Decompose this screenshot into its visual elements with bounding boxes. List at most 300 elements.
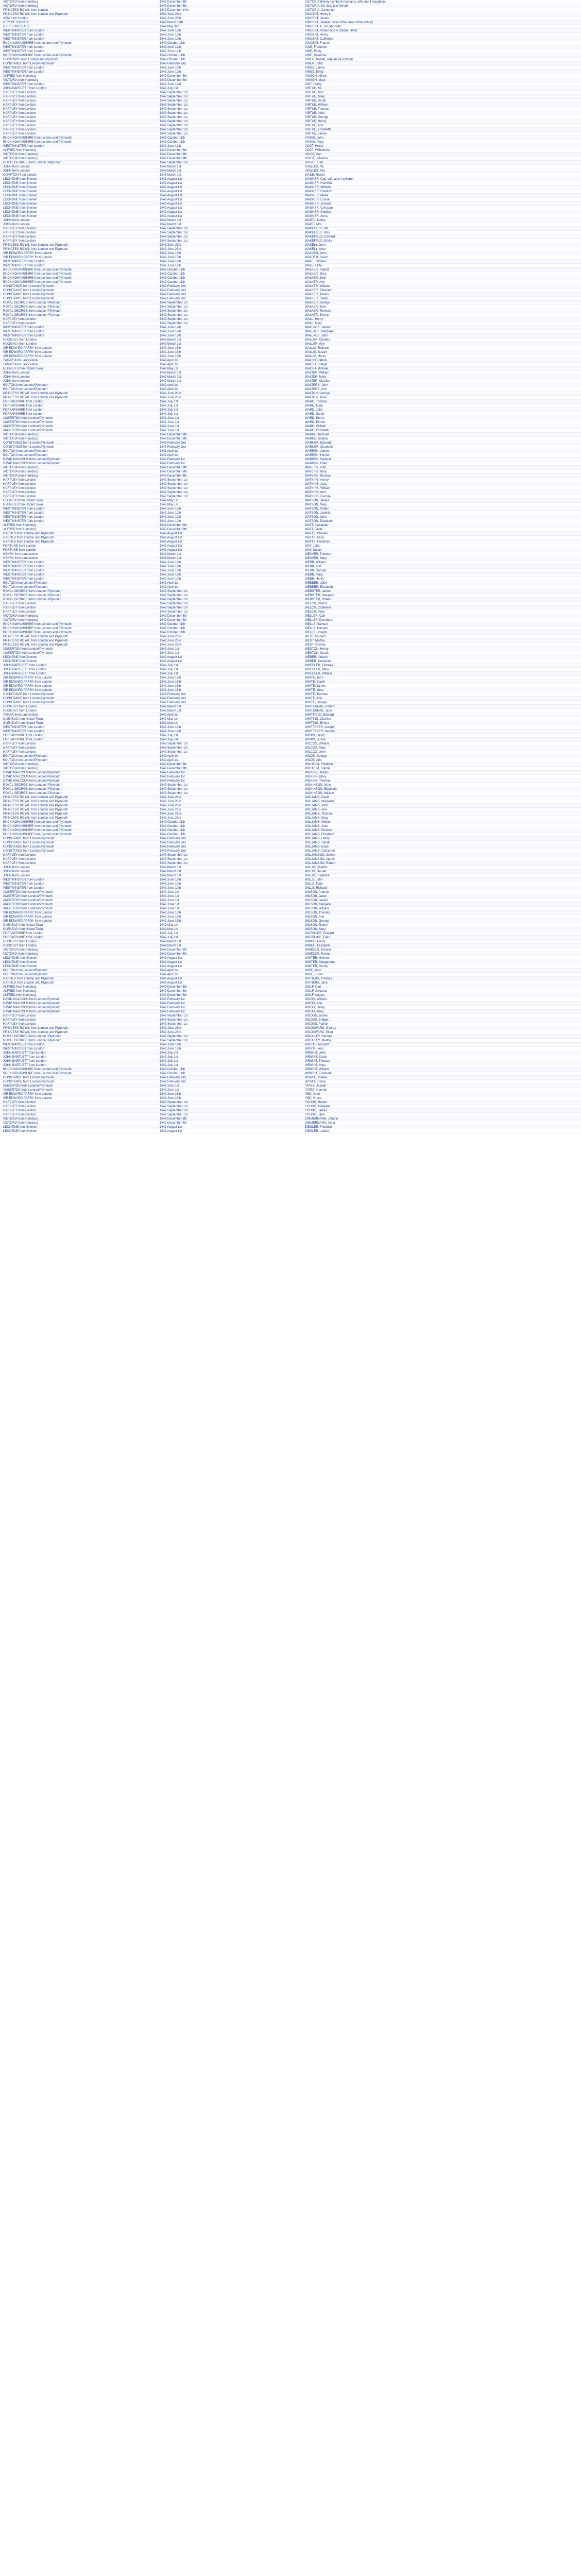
- record-row: [0, 523, 581, 528]
- passenger-name-cell: VOWLES, Mrs.: [305, 169, 326, 173]
- passenger-name-cell: WADE, Robert: [305, 173, 326, 177]
- ship-cell: FORFARSHIRE from London: [3, 738, 44, 741]
- arrival-date-cell: 1849 September 1st: [160, 321, 188, 325]
- passenger-name-cell: VINCENT, James: [305, 16, 329, 20]
- record-row: [0, 1113, 581, 1117]
- passenger-name-cell: WAITE, James: [305, 218, 326, 222]
- arrival-date-cell: 1849 June 12th: [160, 326, 181, 329]
- passenger-name-cell: WILLS, Mary: [305, 882, 323, 886]
- passenger-name-cell: WATERS, Thomas: [305, 474, 331, 478]
- ship-cell: WESTMINSTER from London: [3, 565, 44, 568]
- passenger-name-cell: VINCENT, Francis: [305, 41, 330, 45]
- record-row: [0, 1076, 581, 1080]
- arrival-date-cell: 1849 September 1st: [160, 91, 188, 94]
- passenger-name-cell: WEBB, William: [305, 561, 326, 564]
- passenger-name-cell: WAKEFIELD, Emily: [305, 239, 332, 243]
- arrival-date-cell: 1849 September 1st: [160, 1109, 188, 1112]
- record-row: [0, 280, 581, 284]
- arrival-date-cell: 1849 February 2nd: [160, 1080, 186, 1083]
- passenger-name-cell: WHITTAKER, Hannah: [305, 730, 336, 733]
- arrival-date-cell: 1849 September 1st: [160, 791, 188, 795]
- record-row: [0, 899, 581, 903]
- passenger-name-cell: WHITEHEAD, Jane: [305, 709, 332, 713]
- arrival-date-cell: 1849 July 1st: [160, 1059, 178, 1063]
- passenger-name-cell: WILLIAMS, William: [305, 820, 332, 824]
- arrival-date-cell: 1849 July 1st: [160, 412, 178, 416]
- passenger-name-cell: WOODS, Patrick: [305, 1022, 329, 1026]
- passenger-name-cell: WALSH, Bridget: [305, 363, 328, 366]
- record-row: [0, 1105, 581, 1109]
- ship-cell: HARPLEY from London: [3, 120, 36, 123]
- record-row: [0, 787, 581, 791]
- record-row: [0, 62, 581, 66]
- arrival-date-cell: 1849 September 1st: [160, 742, 188, 745]
- ship-cell: JOHN from London: [3, 371, 30, 375]
- arrival-date-cell: 1849 October 11th: [160, 54, 185, 57]
- passenger-name-cell: WILSON, Ann: [305, 915, 324, 919]
- record-row: [0, 227, 581, 231]
- passenger-name-cell: WAGNER, Wilhelm: [305, 185, 332, 189]
- passenger-name-cell: WATSON, Isabella: [305, 511, 331, 515]
- arrival-date-cell: 1849 October 11th: [160, 280, 185, 284]
- passenger-name-cell: ZIEGLER, Friedrich: [305, 1125, 332, 1129]
- ship-cell: HARPLEY from London: [3, 750, 36, 754]
- ship-cell: WESTMINSTER from London: [3, 29, 44, 32]
- passenger-name-cell: WHITFIELD, Edward: [305, 713, 334, 717]
- record-row: [0, 618, 581, 622]
- record-row: [0, 482, 581, 486]
- passenger-name-cell: VOIGT, Johanna: [305, 157, 328, 160]
- passenger-name-cell: YEO, Grace: [305, 1096, 322, 1100]
- ship-cell: DAVID MALCOLM from London/Plymouth: [3, 1006, 61, 1009]
- passenger-name-cell: WHEELER, Thomas: [305, 664, 333, 667]
- record-row: [0, 214, 581, 218]
- record-row: [0, 375, 581, 379]
- arrival-date-cell: 1849 December 8th: [160, 948, 187, 952]
- arrival-date-cell: 1849 June 23rd: [160, 396, 181, 399]
- arrival-date-cell: 1849 June 15th: [160, 676, 181, 680]
- passenger-name-cell: VINCENT, Catherine: [305, 37, 334, 41]
- arrival-date-cell: 1849 September 1st: [160, 594, 188, 597]
- ship-cell: DAVID MALCOLM from London/Plymouth: [3, 775, 61, 778]
- ship-cell: TAMAR from Launceston: [3, 363, 38, 366]
- ship-cell: CONSTANCE from London/Plymouth: [3, 289, 55, 292]
- record-row: [0, 321, 581, 326]
- record-row: [0, 194, 581, 198]
- passenger-name-cell: WALDEN, John: [305, 251, 327, 255]
- ship-cell: CONSTANCE from London/Plymouth: [3, 841, 55, 844]
- ship-cell: DAVID MALCOLM from London/Plymouth: [3, 779, 61, 783]
- ship-cell: FORFARSHIRE from London: [3, 734, 44, 737]
- passenger-name-cell: VICTORIA (Henry Lambert) husband, wife and 4 daughters: [305, 0, 386, 4]
- arrival-date-cell: 1849 August 1st: [160, 540, 182, 544]
- record-row: [0, 297, 581, 301]
- record-row: [0, 622, 581, 626]
- passenger-name-cell: WALE, Thomas: [305, 260, 327, 263]
- arrival-date-cell: 1849 September 1st: [160, 313, 188, 317]
- record-row: [0, 140, 581, 144]
- arrival-date-cell: 1849 June 12th: [160, 511, 181, 515]
- record-row: [0, 849, 581, 853]
- passenger-name-cell: WALKER, Ann: [305, 280, 325, 284]
- passenger-name-cell: WELLS, Hannah: [305, 626, 328, 630]
- passenger-name-cell: WAKELY, John: [305, 243, 326, 247]
- passenger-name-cell: VINT, Henry: [305, 82, 322, 86]
- ship-cell: PRINCESS ROYAL from London: [3, 8, 48, 12]
- passenger-name-cell: WILLIAMS, Sarah: [305, 841, 330, 844]
- record-row: [0, 495, 581, 499]
- passenger-name-cell: WARREN, Ellen: [305, 462, 328, 465]
- passenger-name-cell: WALL, Mary: [305, 321, 322, 325]
- ship-cell: COMPTON from London: [3, 173, 37, 177]
- ship-cell: BUCKINGHAMSHIRE from London and Plymouth: [3, 824, 72, 828]
- arrival-date-cell: 1849 September 1st: [160, 853, 188, 857]
- record-row: [0, 845, 581, 849]
- passenger-name-cell: WILLIAMS, Ann: [305, 808, 327, 811]
- record-row: [0, 128, 581, 132]
- arrival-date-cell: 1849 May 1st: [160, 927, 179, 931]
- ship-cell: HARPLEY from London: [3, 857, 36, 861]
- record-row: [0, 396, 581, 400]
- record-row: [0, 350, 581, 354]
- ship-cell: ASIA from London: [3, 16, 28, 20]
- record-row: [0, 878, 581, 882]
- passenger-name-cell: WALLIS, Henry: [305, 354, 327, 358]
- ship-cell: WESTMINSTER from London: [3, 45, 44, 49]
- ship-cell: BUCKINGHAMSHIRE from London and Plymouth: [3, 140, 72, 144]
- arrival-date-cell: 1849 March 1st: [160, 705, 181, 708]
- record-row: [0, 614, 581, 618]
- passenger-name-cell: VIVIAN, John: [305, 136, 324, 140]
- arrival-date-cell: 1849 May 3rd: [160, 25, 179, 28]
- arrival-date-cell: 1849 June 1st: [160, 420, 179, 424]
- arrival-date-cell: 1849 August 1st: [160, 659, 182, 663]
- ship-cell: LEONTINE from Bremen: [3, 214, 38, 218]
- passenger-name-cell: WILDE, George: [305, 754, 327, 758]
- passenger-name-cell: WESTON, Sarah: [305, 651, 329, 655]
- passenger-name-cell: WARD, William: [305, 425, 326, 428]
- ship-cell: HAROLD from London and Plymouth: [3, 532, 54, 535]
- arrival-date-cell: 1849 September 1st: [160, 490, 188, 494]
- ship-cell: ALFRED from Hamburg: [3, 74, 36, 78]
- ship-cell: JOHN from London: [3, 165, 30, 168]
- record-row: [0, 363, 581, 367]
- arrival-date-cell: 1849 August 1st: [160, 185, 182, 189]
- record-row: [0, 680, 581, 684]
- record-row: [0, 289, 581, 293]
- passenger-name-cell: WELLS, Samuel: [305, 622, 328, 626]
- ship-cell: LEONTINE from Bremen: [3, 206, 38, 210]
- ship-cell: JOHN from London: [3, 223, 30, 226]
- record-row: [0, 449, 581, 453]
- arrival-date-cell: 1849 December 8th: [160, 614, 187, 618]
- record-row: [0, 33, 581, 37]
- ship-cell: BOLTON from London/Plymouth: [3, 758, 48, 762]
- ship-cell: HOOGHLY from London: [3, 944, 37, 947]
- passenger-name-cell: VOSPER, Mr.: [305, 161, 324, 164]
- record-row: [0, 4, 581, 8]
- record-row: [0, 511, 581, 515]
- record-row: [0, 1014, 581, 1018]
- arrival-date-cell: 1849 September 1st: [160, 161, 188, 164]
- record-row: [0, 981, 581, 985]
- record-row: [0, 169, 581, 173]
- passenger-name-cell: WELLER, Dorothea: [305, 618, 332, 622]
- arrival-date-cell: 1849 July 1st: [160, 734, 178, 737]
- passenger-name-cell: WALTER, William: [305, 371, 329, 375]
- arrival-date-cell: 1849 December 8th: [160, 762, 187, 766]
- record-row: [0, 416, 581, 420]
- ship-cell: ALFRED from Hamburg: [3, 148, 36, 152]
- arrival-date-cell: 1849 July 1st: [160, 87, 178, 90]
- ship-cell: HARPLEY from London: [3, 1105, 36, 1108]
- arrival-date-cell: 1849 August 1st: [160, 977, 182, 980]
- ship-cell: CONSTANCE from London/Plymouth: [3, 701, 55, 704]
- ship-cell: LEONTINE from Bremen: [3, 210, 38, 214]
- arrival-date-cell: 1849 August 1st: [160, 190, 182, 193]
- record-row: [0, 767, 581, 771]
- record-row: [0, 218, 581, 223]
- passenger-name-cell: WILLS, John: [305, 878, 323, 882]
- arrival-date-cell: 1849 April 1st: [160, 387, 179, 391]
- ship-cell: JOHN from London: [3, 870, 30, 873]
- arrival-date-cell: 1849 March 1st: [160, 223, 181, 226]
- arrival-date-cell: 1849 July 1st: [160, 408, 178, 412]
- passenger-name-cell: WALSH, Michael: [305, 367, 329, 370]
- arrival-date-cell: 1849 March 1st: [160, 218, 181, 222]
- ship-cell: VICTORIA from Hamburg: [3, 474, 38, 478]
- arrival-date-cell: 1849 May 1st: [160, 717, 179, 721]
- arrival-date-cell: 1849 September 1st: [160, 128, 188, 131]
- ship-cell: ALFRED from Hamburg: [3, 989, 36, 993]
- passenger-name-cell: WATERS, Mary: [305, 470, 327, 473]
- arrival-date-cell: 1849 September 1st: [160, 861, 188, 865]
- ship-cell: BUCKINGHAMSHIRE from London and Plymouth: [3, 631, 72, 634]
- passenger-name-cell: WILKINS, Mary: [305, 775, 327, 778]
- ship-cell: ROYAL GEORGE from London / Plymouth: [3, 783, 62, 787]
- record-row: [0, 202, 581, 206]
- ship-cell: TAMAR from Launceston: [3, 359, 38, 362]
- record-row: [0, 903, 581, 907]
- passenger-name-cell: WINCH, Henry: [305, 940, 326, 943]
- arrival-date-cell: 1849 May 1st: [160, 367, 179, 370]
- ship-cell: WESTMINSTER from London: [3, 515, 44, 519]
- passenger-name-cell: YEO, John: [305, 1092, 320, 1096]
- passenger-name-cell: WOOLLEY, Martha: [305, 1039, 331, 1042]
- arrival-date-cell: 1849 June 12th: [160, 561, 181, 564]
- arrival-date-cell: 1849 June 23rd: [160, 643, 181, 647]
- arrival-date-cell: 1849 April 1st: [160, 973, 179, 976]
- arrival-date-cell: 1849 September 1st: [160, 478, 188, 482]
- record-row: [0, 960, 581, 964]
- passenger-name-cell: WARD, Emma: [305, 420, 325, 424]
- record-row: [0, 330, 581, 334]
- passenger-name-cell: WAGNER, Heinrich: [305, 181, 332, 185]
- arrival-date-cell: 1849 October 11th: [160, 272, 185, 276]
- record-row: [0, 462, 581, 466]
- ship-cell: FORTUNE from London: [3, 548, 37, 552]
- record-row: [0, 251, 581, 256]
- arrival-date-cell: 1849 June 23rd: [160, 12, 181, 16]
- arrival-date-cell: 1849 September 1st: [160, 783, 188, 787]
- record-row: [0, 503, 581, 507]
- record-row: [0, 16, 581, 21]
- ship-cell: BOLTON from London/Plymouth: [3, 453, 48, 457]
- passenger-name-cell: WAGNER, Maria: [305, 194, 329, 197]
- ship-cell: WESTMINSTER from London: [3, 66, 44, 70]
- ship-cell: BOLTON from London/Plymouth: [3, 969, 48, 972]
- arrival-date-cell: 1849 February 2nd: [160, 441, 186, 445]
- arrival-date-cell: 1849 April 1st: [160, 713, 179, 717]
- record-row: [0, 25, 581, 29]
- record-row: [0, 989, 581, 993]
- ship-cell: HOOGHLY from London: [3, 342, 37, 346]
- passenger-name-cell: WILCOX, William: [305, 742, 329, 745]
- passenger-name-cell: WILKINS, Thomas: [305, 779, 331, 783]
- ship-cell: AMBERTON from London/Plymouth: [3, 429, 53, 432]
- passenger-name-cell: WHITE, Ann: [305, 697, 322, 700]
- ship-cell: ROYAL GEORGE from London / Plymouth: [3, 589, 62, 593]
- arrival-date-cell: 1849 October 11th: [160, 1067, 185, 1071]
- arrival-date-cell: 1849 August 1st: [160, 981, 182, 985]
- passenger-name-cell: WAGNER, Carl, wife and 4 children: [305, 177, 354, 181]
- ship-cell: HARPLEY from London: [3, 746, 36, 750]
- record-row: [0, 49, 581, 54]
- ship-cell: HARPLEY from London: [3, 91, 36, 94]
- passenger-name-cell: WAGNER, Christian: [305, 206, 333, 210]
- record-row: [0, 528, 581, 532]
- passenger-name-cell: WAKEFIELD, Mrs.: [305, 231, 331, 234]
- arrival-date-cell: 1849 September 1st: [160, 1105, 188, 1108]
- arrival-date-cell: 1849 March 1st: [160, 709, 181, 713]
- passenger-name-cell: VIVIAN, Mary: [305, 140, 324, 144]
- passenger-name-cell: WINTER, Georg: [305, 964, 328, 968]
- ship-cell: HAROLD from London and Plymouth: [3, 981, 54, 985]
- arrival-date-cell: 1849 June 15th: [160, 911, 181, 914]
- ship-cell: WESTMINSTER from London: [3, 260, 44, 263]
- ship-cell: JOHN from London: [3, 866, 30, 869]
- ship-cell: PRINCESS ROYAL from London and Plymouth: [3, 1030, 68, 1034]
- arrival-date-cell: 1849 February 2nd: [160, 692, 186, 696]
- ship-cell: JOHN BARTLETT from London: [3, 1059, 46, 1063]
- ship-cell: BUCKINGHAMSHIRE from London and Plymouth: [3, 41, 72, 45]
- passenger-name-cell: VIRTUE, Thomas: [305, 107, 329, 111]
- ship-cell: VICTORIA from Hamburg: [3, 952, 38, 956]
- record-row: [0, 964, 581, 969]
- arrival-date-cell: 1849 June 12th: [160, 730, 181, 733]
- arrival-date-cell: 1849 August 1st: [160, 194, 182, 197]
- passenger-name-cell: WORTH, Ann: [305, 1047, 324, 1050]
- record-row: [0, 911, 581, 915]
- record-row: [0, 750, 581, 754]
- ship-cell: WESTMINSTER from London: [3, 144, 44, 148]
- passenger-name-cell: VOGT, Henry: [305, 144, 323, 148]
- arrival-date-cell: 1849 June 23rd: [160, 800, 181, 803]
- ship-cell: SIR EDWARD PARRY from London: [3, 680, 53, 684]
- ship-cell: FORFARSHIRE from London: [3, 400, 44, 403]
- arrival-date-cell: 1849 February 2nd: [160, 845, 186, 849]
- record-row: [0, 993, 581, 997]
- passenger-name-cell: WALKER, William: [305, 284, 330, 288]
- passenger-name-cell: WEAVER, Thomas: [305, 552, 331, 556]
- record-row: [0, 1129, 581, 1133]
- ship-cell: CONSTANCE from London/Plymouth: [3, 849, 55, 853]
- record-row: [0, 894, 581, 899]
- ship-cell: BUCKINGHAMSHIRE from London and Plymouth: [3, 833, 72, 836]
- ship-cell: HARPLEY from London: [3, 231, 36, 234]
- passenger-name-cell: VINER, Robert, wife and 4 children: [305, 58, 353, 61]
- record-row: [0, 12, 581, 16]
- ship-cell: JOHN from London: [3, 874, 30, 877]
- passenger-name-cell: WILSON, Mary: [305, 927, 326, 931]
- ship-cell: ROYAL GEORGE from London / Plymouth: [3, 1035, 62, 1038]
- record-row: [0, 124, 581, 128]
- record-row: [0, 556, 581, 561]
- ship-cell: FORFARSHIRE from London: [3, 404, 44, 408]
- passenger-name-cell: WARD, John: [305, 408, 323, 412]
- arrival-date-cell: 1849 June 1st: [160, 894, 179, 898]
- passenger-name-cell: VIRTUE, George: [305, 115, 329, 119]
- record-row: [0, 441, 581, 445]
- ship-cell: WESTMINSTER from London: [3, 561, 44, 564]
- arrival-date-cell: 1849 February 2nd: [160, 62, 186, 65]
- record-row: [0, 589, 581, 594]
- ship-cell: BOLTON from London/Plymouth: [3, 383, 48, 387]
- ship-cell: ROYAL GEORGE from London / Plymouth: [3, 313, 62, 317]
- ship-cell: JOHN BARTLETT from London: [3, 1063, 46, 1067]
- ship-cell: PRINCESS ROYAL from London and Plymouth: [3, 1026, 68, 1030]
- passenger-name-cell: WINTER, Margaretha: [305, 960, 335, 964]
- passenger-name-cell: WALDEN, Sarah: [305, 256, 328, 259]
- passenger-name-cell: WILLIAMSON, James: [305, 853, 335, 857]
- passenger-name-cell: WATKINS, George: [305, 495, 331, 498]
- ship-cell: WESTMINSTER from London: [3, 886, 44, 890]
- record-row: [0, 1080, 581, 1084]
- ship-cell: GLENELG from Hobart Town: [3, 367, 43, 370]
- record-row: [0, 99, 581, 103]
- ship-cell: ROYAL GEORGE from London / Plymouth: [3, 787, 62, 791]
- ship-cell: JOHN BARTLETT from London: [3, 672, 46, 675]
- record-row: [0, 775, 581, 779]
- record-row: [0, 874, 581, 878]
- record-row: [0, 626, 581, 631]
- ship-cell: HARPLEY from London: [3, 107, 36, 111]
- arrival-date-cell: 1849 September 1st: [160, 317, 188, 321]
- passenger-name-cell: WELCH, Mary: [305, 610, 325, 614]
- ship-cell: AMBERTON from London/Plymouth: [3, 903, 53, 906]
- ship-cell: HOOGHLY from London: [3, 338, 37, 342]
- record-row: [0, 387, 581, 392]
- ship-cell: HENRY from Launceston: [3, 556, 38, 560]
- record-row: [0, 886, 581, 890]
- record-row: [0, 519, 581, 523]
- passenger-name-cell: WATTS, Eliza: [305, 536, 324, 539]
- record-row: [0, 404, 581, 408]
- record-row: [0, 915, 581, 919]
- arrival-date-cell: 1849 September 1st: [160, 857, 188, 861]
- record-row: [0, 721, 581, 725]
- record-row: [0, 800, 581, 804]
- ship-cell: HARPLEY from London: [3, 317, 36, 321]
- arrival-date-cell: 1849 March 1st: [160, 342, 181, 346]
- ship-cell: ALFRED from Hamburg: [3, 993, 36, 997]
- ship-cell: PRINCESS ROYAL from London and Plymouth: [3, 804, 68, 807]
- ship-cell: VICTORIA from Hamburg: [3, 152, 38, 156]
- arrival-date-cell: 1849 June 12th: [160, 882, 181, 886]
- arrival-date-cell: 1849 March 1st: [160, 940, 181, 943]
- ship-cell: HARPLEY from London: [3, 1014, 36, 1018]
- record-row: [0, 371, 581, 375]
